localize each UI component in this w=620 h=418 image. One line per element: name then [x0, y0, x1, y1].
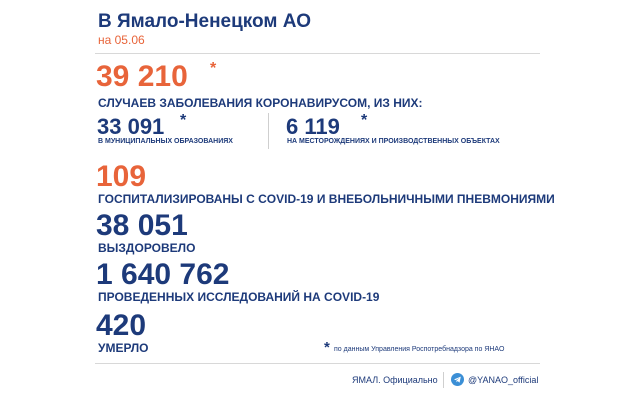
deaths-label: УМЕРЛО [98, 341, 149, 355]
municipal-cases-value: 33 091 [97, 114, 165, 139]
recovered-label: ВЫЗДОРОВЕЛО [98, 241, 196, 255]
hospitalized-value: 109 [96, 160, 147, 193]
header-divider [95, 53, 540, 54]
tests-value: 1 640 762 [96, 258, 230, 291]
page-title: В Ямало-Ненецком АО [98, 11, 311, 32]
municipal-cases-label: В МУНИЦИПАЛЬНЫХ ОБРАЗОВАНИЯХ [98, 138, 233, 145]
tests-label: ПРОВЕДЕННЫХ ИССЛЕДОВАНИЙ НА COVID-19 [98, 290, 380, 304]
municipal-cases-asterisk: * [180, 112, 187, 129]
footer-divider-vertical [443, 372, 444, 388]
column-divider [268, 113, 269, 149]
field-cases-asterisk: * [361, 112, 368, 129]
field-cases-label: НА МЕСТОРОЖДЕНИЯХ И ПРОИЗВОДСТВЕННЫХ ОБЪЕКТАХ [287, 138, 500, 145]
field-cases-value: 6 119 [286, 114, 340, 139]
deaths-value: 420 [96, 309, 147, 342]
total-cases-value: 39 210 [96, 60, 188, 93]
hospitalized-label: ГОСПИТАЛИЗИРОВАНЫ С COVID-19 И ВНЕБОЛЬНИЧНЫМИ ПНЕВМОНИЯМИ [98, 192, 555, 206]
footnote-text: по данным Управления Роспотребнадзора по ЯНАО [334, 346, 505, 353]
telegram-handle[interactable]: @YANAO_official [468, 375, 539, 385]
recovered-value: 38 051 [96, 209, 188, 242]
footnote-asterisk: * [324, 339, 330, 356]
telegram-icon[interactable] [451, 373, 464, 391]
report-date: на 05.06 [98, 33, 145, 47]
footer-brand: ЯМАЛ. Официально [352, 375, 438, 385]
footer-divider [95, 363, 540, 364]
total-cases-label: СЛУЧАЕВ ЗАБОЛЕВАНИЯ КОРОНАВИРУСОМ, ИЗ НИХ: [98, 96, 423, 110]
total-cases-asterisk: * [210, 60, 217, 77]
